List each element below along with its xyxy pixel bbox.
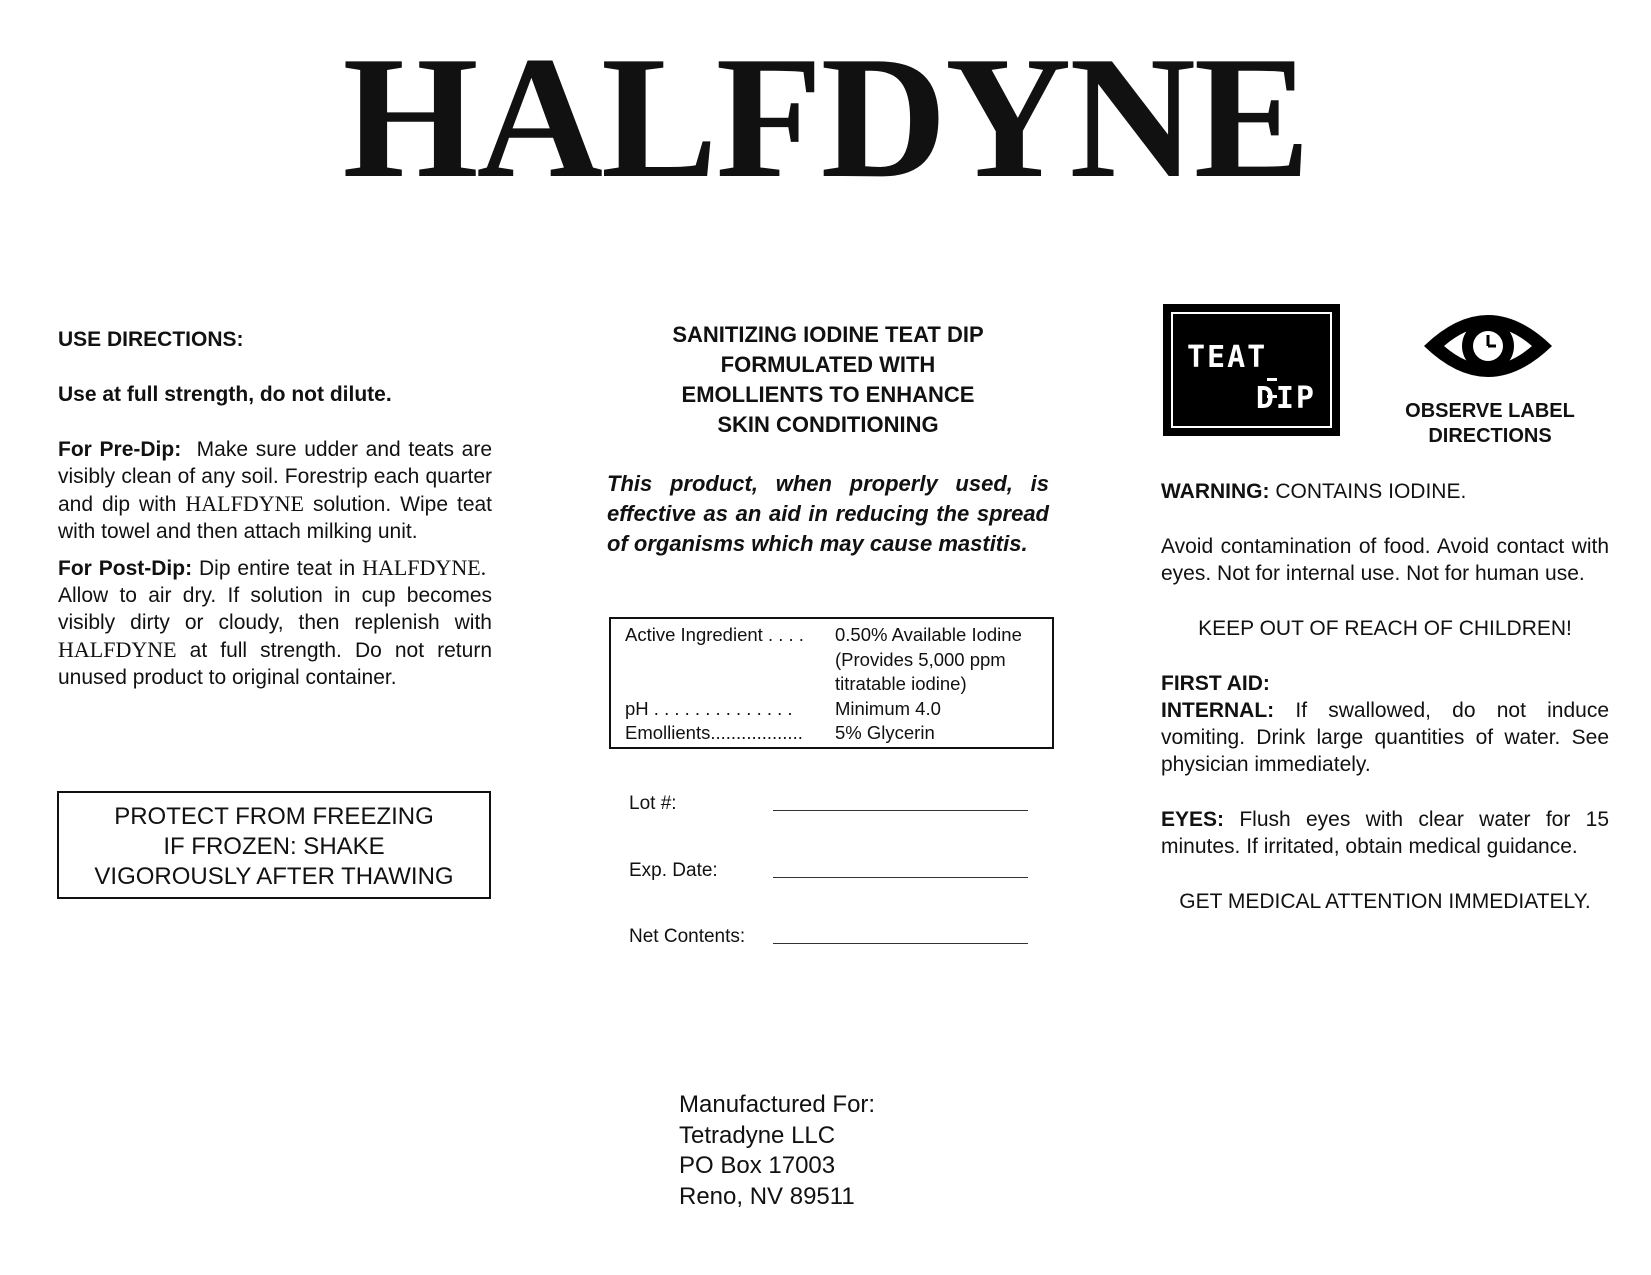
spec-key: Active Ingredient . . . . [625,624,804,645]
product-column [607,320,1049,559]
postdip-brand-1: HALFDYNE. [362,555,487,580]
spec-value: titratable iodine) [835,673,967,694]
ingredient-table [609,617,1054,749]
avoid-paragraph: Avoid contamination of food. Avoid contact with eyes. Not for internal use. Not for human use. [1161,535,1609,585]
lot-blank-line [773,792,1028,811]
product-title-line: SKIN CONDITIONING [717,412,939,437]
postdip-brand-2: HALFDYNE [58,637,177,662]
spec-value: 5% Glycerin [835,722,935,743]
observe-line: OBSERVE LABEL [1405,400,1575,422]
spec-key [625,672,835,697]
postdip-label: For Post-Dip: [58,557,193,580]
product-title-line: FORMULATED WITH [720,352,936,377]
table-row [625,623,1052,648]
use-directions-column [58,326,492,691]
manufacturer-address [679,1090,875,1212]
predip-text-1: Make sure udder and teats are visibly clean of any soil. Forestrip each quarter and dip with [58,438,492,516]
lot-field [629,792,1028,815]
manufacturer-pobox: PO Box 17003 [679,1152,836,1179]
spec-value: Minimum 4.0 [835,697,941,719]
manufacturer-city: Reno, NV 89511 [679,1182,855,1210]
teat-dip-logo [1163,304,1340,436]
postdip-paragraph [58,554,492,691]
predip-text-2: solution. Wipe teat with towel and then attach milking unit. [58,493,493,543]
postdip-text-2: Allow to air dry. If solution in cup becomes visibly dirty or cloudy, then replenish with [58,584,492,634]
internal-paragraph [1161,697,1609,778]
warning-text: CONTAINS IODINE. [1275,480,1467,503]
keep-out-notice: KEEP OUT OF REACH OF CHILDREN! [1198,617,1572,640]
logo-text-top: TEAT [1187,340,1268,375]
table-row [625,672,1052,697]
efficacy-claim: This product, when properly used, is effective as an aid in reducing the spread of organisms which may cause mastitis. [607,471,1049,556]
product-description [607,320,1049,440]
table-row [625,648,1052,673]
table-row [625,721,1052,746]
exp-date-field [629,859,1028,882]
freeze-line: IF FROZEN: SHAKE [163,833,385,860]
warnings-column [1161,478,1609,915]
use-directions-heading: USE DIRECTIONS: [58,328,244,351]
internal-text: If swallowed, do not induce vomiting. Drink large quantities of water. See physician immediately. [1161,699,1610,776]
spec-value: (Provides 5,000 ppm [835,648,1006,670]
table-row [625,697,1052,722]
brand-title: HALFDYNE [342,20,1309,214]
net-contents-label: Net Contents: [629,926,746,947]
spec-value: 0.50% Available Iodine [835,624,1022,645]
eye-icon [1420,300,1556,392]
manufacturer-name: Tetradyne LLC [679,1121,836,1149]
observe-label-caption [1385,399,1595,449]
observe-line: DIRECTIONS [1428,425,1552,447]
warning-line [1161,478,1609,505]
exp-date-blank-line [773,859,1028,878]
product-title-line: EMOLLIENTS TO ENHANCE [681,382,975,407]
first-aid-heading: FIRST AID: [1161,672,1270,695]
product-title-line: SANITIZING IODINE TEAT DIP [672,322,984,347]
eyes-text: Flush eyes with clear water for 15 minutes. If irritated, obtain medical guidance. [1161,808,1609,858]
strength-note: Use at full strength, do not dilute. [58,383,392,406]
net-contents-field [629,925,1028,948]
eyes-label: EYES: [1161,808,1225,831]
spec-key [625,648,835,673]
warning-label: WARNING: [1161,480,1270,503]
predip-brand: HALFDYNE [185,491,304,516]
eyes-paragraph [1161,806,1609,860]
spec-key: pH . . . . . . . . . . . . . . [625,697,793,719]
medical-attention-notice: GET MEDICAL ATTENTION IMMEDIATELY. [1179,890,1591,913]
exp-date-label: Exp. Date: [629,860,718,881]
freeze-line: PROTECT FROM FREEZING [114,803,434,830]
spec-key: Emollients.................. [625,722,803,743]
predip-paragraph [58,436,492,545]
net-contents-blank-line [773,925,1028,944]
postdip-text-3: at full strength. Do not return unused product to original container. [58,639,492,689]
predip-label: For Pre-Dip: [58,438,182,461]
internal-label: INTERNAL: [1161,699,1275,722]
manufacturer-line: Manufactured For: [679,1091,876,1118]
logo-text-bottom: DIP [1255,381,1316,416]
lot-label: Lot #: [629,793,677,814]
freeze-warning-box [57,791,491,899]
postdip-text-1: Dip entire teat in [199,557,356,580]
freeze-line: VIGOROUSLY AFTER THAWING [94,863,454,890]
